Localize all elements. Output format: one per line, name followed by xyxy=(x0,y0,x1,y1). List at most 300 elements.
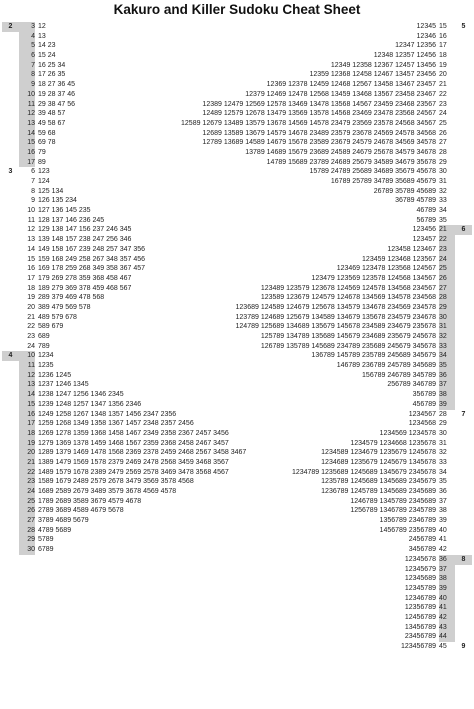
combo-row xyxy=(2,51,472,61)
sum-label: 17 xyxy=(439,42,447,50)
sum-label: 29 xyxy=(19,535,35,545)
combinations-text: 1589 1679 2489 2579 2678 3479 3569 3578 4568 xyxy=(38,478,194,486)
combo-row xyxy=(2,410,472,420)
sum-label: 3 xyxy=(19,22,35,32)
combo-row xyxy=(2,380,472,390)
combo-row xyxy=(2,245,472,255)
combinations-text: 124 xyxy=(38,178,50,185)
combo-row xyxy=(2,371,472,381)
sum-label: 11 xyxy=(19,361,35,371)
sum-label: 11 xyxy=(19,100,35,110)
sum-label: 17 xyxy=(19,158,35,168)
combo-row xyxy=(2,516,472,526)
sum-label: 16 xyxy=(439,32,447,40)
combinations-text: 125789 134789 135689 145679 234689 235679 245678 xyxy=(260,333,436,340)
cage-size-label: 7 xyxy=(461,410,466,418)
sum-label: 40 xyxy=(439,526,447,534)
combinations-text: 1289 1379 1469 1478 1568 2369 2378 2459 2468 2567 3458 3467 xyxy=(38,449,247,457)
combinations-text: 159 168 249 258 267 348 357 456 xyxy=(38,255,146,263)
combo-row xyxy=(2,216,472,226)
combinations-text: 5789 xyxy=(38,536,54,544)
combo-row xyxy=(2,429,472,439)
combo-row xyxy=(2,390,472,400)
sum-label: 42 xyxy=(439,546,447,554)
combo-row xyxy=(2,313,472,323)
combinations-text: 89 xyxy=(38,158,46,166)
cage-size-label: 3 xyxy=(8,168,13,176)
sum-label: 23 xyxy=(439,245,455,255)
sum-label: 7 xyxy=(19,61,35,71)
sum-label: 13 xyxy=(19,380,35,390)
combinations-text: 69 78 xyxy=(38,139,56,147)
sum-label: 22 xyxy=(439,235,455,245)
combinations-text: 1236 1245 xyxy=(38,371,72,379)
combo-row xyxy=(2,158,472,168)
combinations-text: 1389 1479 1569 1578 2379 2469 2478 2568 3459 3468 3567 xyxy=(38,458,229,466)
combinations-text: 12348 12357 12456 xyxy=(373,52,436,60)
combinations-text: 79 xyxy=(38,148,46,156)
combinations-text: 123479 123569 123578 124568 134567 xyxy=(311,274,436,282)
sum-label: 33 xyxy=(439,458,447,466)
combinations-text: 123459 123468 123567 xyxy=(362,255,436,263)
combo-row xyxy=(2,613,472,623)
combinations-text: 149 158 167 239 248 257 347 356 xyxy=(38,245,146,253)
combo-row xyxy=(2,255,472,265)
combinations-text: 456789 xyxy=(412,400,436,408)
combo-row xyxy=(2,526,472,536)
combo-row xyxy=(2,468,472,478)
combinations-text: 12369 12378 12459 12468 12567 13458 13467 23457 xyxy=(266,81,436,89)
page-title: Kakuro and Killer Sudoku Cheat Sheet xyxy=(113,2,361,17)
sum-label: 22 xyxy=(27,323,35,331)
sum-label: 27 xyxy=(439,139,447,147)
sum-label: 14 xyxy=(27,245,35,253)
combinations-text: 12689 13589 13679 14579 14678 23489 23579 23678 24569 24578 34568 xyxy=(202,129,436,137)
combo-row xyxy=(2,642,472,652)
sum-label: 25 xyxy=(439,119,447,127)
combo-row xyxy=(2,235,472,245)
combinations-text: 1234569 1234578 xyxy=(379,429,436,437)
sum-label: 37 xyxy=(439,497,447,505)
sum-label: 14 xyxy=(19,129,35,139)
combinations-text: 125 134 xyxy=(38,187,64,195)
combo-row xyxy=(2,206,472,216)
combo-row xyxy=(2,603,472,613)
combinations-text: 17 26 35 xyxy=(38,71,66,79)
combinations-text: 39 48 57 xyxy=(38,110,66,118)
combo-row xyxy=(2,80,472,90)
combinations-text: 146789 236789 245789 345689 xyxy=(336,362,436,370)
sum-label: 11 xyxy=(27,216,35,224)
combinations-text: 12389 12479 12569 12578 13469 13478 13568 14567 23459 23468 23567 xyxy=(202,100,436,108)
sum-label: 23 xyxy=(439,100,447,108)
combinations-text: 3789 4689 5679 xyxy=(38,517,89,525)
sum-label: 8 xyxy=(31,187,35,195)
sum-label: 15 xyxy=(439,23,447,30)
sum-label: 33 xyxy=(439,342,455,352)
sum-label: 18 xyxy=(439,52,447,60)
sum-label: 6 xyxy=(31,168,35,176)
combinations-text: 56789 xyxy=(416,216,436,224)
combo-row xyxy=(2,594,472,604)
combinations-text: 489 579 678 xyxy=(38,313,77,321)
combo-row xyxy=(2,361,472,371)
sum-label: 32 xyxy=(439,449,447,457)
sum-label: 34 xyxy=(439,351,455,361)
combinations-text: 12346789 xyxy=(404,594,436,602)
combinations-text: 1279 1369 1378 1459 1468 1567 2359 2368 2458 2467 3457 xyxy=(38,439,229,447)
sum-label: 40 xyxy=(439,594,455,604)
sum-label: 35 xyxy=(439,361,455,371)
combinations-text: 12789 13689 14589 14679 15678 23589 23679 24579 24678 34569 34578 xyxy=(202,139,436,147)
combinations-text: 46789 xyxy=(416,207,436,215)
sum-label: 34 xyxy=(439,468,447,476)
sum-label: 9 xyxy=(31,197,35,205)
combo-row xyxy=(2,100,472,110)
combo-row xyxy=(2,439,472,449)
combo-row xyxy=(2,303,472,313)
sum-label: 7 xyxy=(31,178,35,185)
sum-label: 12 xyxy=(19,371,35,381)
sum-label: 16 xyxy=(19,410,35,420)
sum-label: 21 xyxy=(439,225,455,235)
combinations-text: 12345678 xyxy=(404,555,436,563)
combinations-text: 1234589 1234679 1235679 1245678 xyxy=(321,449,436,457)
combo-row xyxy=(2,584,472,594)
sum-label: 28 xyxy=(19,526,35,536)
sum-label: 29 xyxy=(439,158,447,166)
sum-label: 22 xyxy=(439,90,447,98)
combo-row xyxy=(2,487,472,497)
combinations-text: 1234 xyxy=(38,352,54,360)
cage-size-label: 4 xyxy=(2,351,19,361)
sum-label: 19 xyxy=(439,61,447,69)
right-column xyxy=(2,22,472,652)
combinations-text: 49 58 67 xyxy=(38,119,66,127)
sum-label: 38 xyxy=(439,507,447,515)
sum-label: 38 xyxy=(439,574,455,584)
combinations-text: 1456789 2356789 xyxy=(379,526,436,534)
sum-label: 20 xyxy=(27,303,35,311)
combinations-text: 12345789 xyxy=(404,584,436,592)
combinations-text: 1235 xyxy=(38,362,54,370)
combinations-text: 136789 145789 235789 245689 345679 xyxy=(311,352,436,360)
combo-row xyxy=(2,70,472,80)
combinations-text: 1249 1258 1267 1348 1357 1456 2347 2356 xyxy=(38,410,177,418)
combo-row xyxy=(2,119,472,129)
combo-row xyxy=(2,400,472,410)
sum-label: 15 xyxy=(19,138,35,148)
combinations-text: 1234789 1235689 1245689 1345679 2345678 xyxy=(291,468,436,476)
combinations-text: 123789 124689 125679 134589 134679 135678 234579 234678 xyxy=(235,313,436,321)
combinations-text: 12 xyxy=(38,23,46,30)
sum-label: 16 xyxy=(27,265,35,273)
combo-row xyxy=(2,167,472,177)
combinations-text: 12589 12679 13489 13579 13678 14569 14578 23479 23569 23578 24568 34567 xyxy=(181,119,436,127)
sum-label: 39 xyxy=(439,517,447,525)
combinations-text: 13 xyxy=(38,32,46,40)
combo-row xyxy=(2,419,472,429)
sum-label: 30 xyxy=(439,429,447,437)
combinations-text: 389 479 569 578 xyxy=(38,303,91,311)
combinations-text: 126789 135789 145689 234789 235689 245679 345678 xyxy=(260,342,436,350)
combinations-text: 12345689 xyxy=(404,575,436,583)
sum-label: 10 xyxy=(19,90,35,100)
combinations-text: 16 25 34 xyxy=(38,61,66,69)
sum-label: 5 xyxy=(19,41,35,51)
combo-row xyxy=(2,535,472,545)
combinations-text: 123489 123579 123678 124569 124578 134568 234567 xyxy=(260,284,436,292)
cage-size-label: 6 xyxy=(455,225,472,235)
combinations-text: 179 269 278 359 368 458 467 xyxy=(38,274,132,282)
sum-label: 24 xyxy=(439,110,447,118)
combinations-text: 26789 35789 45689 xyxy=(373,187,436,195)
sum-label: 27 xyxy=(19,516,35,526)
combinations-text: 1234689 1235679 1245679 1345678 xyxy=(321,458,436,466)
combo-row xyxy=(2,545,472,555)
combo-row xyxy=(2,477,472,487)
combo-row xyxy=(2,293,472,303)
sum-label: 28 xyxy=(439,148,447,156)
sum-label: 12 xyxy=(27,226,35,234)
combo-row xyxy=(2,22,472,32)
combo-row xyxy=(2,225,472,235)
combinations-text: 789 xyxy=(38,342,50,350)
sum-label: 15 xyxy=(19,400,35,410)
sum-label: 26 xyxy=(19,506,35,516)
sum-label: 10 xyxy=(19,351,35,361)
combo-row xyxy=(2,187,472,197)
combo-row xyxy=(2,90,472,100)
combinations-text: 289 379 469 478 568 xyxy=(38,294,105,302)
combo-row xyxy=(2,32,472,42)
combinations-text: 127 136 145 235 xyxy=(38,207,91,215)
sum-label: 37 xyxy=(439,380,455,390)
combinations-text: 123456 xyxy=(412,226,436,234)
sum-label: 21 xyxy=(19,458,35,468)
sum-label: 22 xyxy=(19,468,35,478)
sum-label: 29 xyxy=(439,303,455,313)
sum-label: 17 xyxy=(27,274,35,282)
combinations-text: 1259 1268 1349 1358 1367 1457 2348 2357 2456 xyxy=(38,420,194,428)
combo-row xyxy=(2,129,472,139)
combinations-text: 1234567 xyxy=(408,410,436,418)
combinations-text: 156789 246789 345789 xyxy=(362,371,436,379)
sum-label: 13 xyxy=(19,119,35,129)
combinations-text: 3456789 xyxy=(408,546,436,554)
combinations-text: 1789 2689 3589 3679 4579 4678 xyxy=(38,497,142,505)
combinations-text: 128 137 146 236 245 xyxy=(38,216,105,224)
sum-label: 13 xyxy=(27,236,35,244)
combinations-text: 1689 2589 2679 3489 3579 3678 4569 4578 xyxy=(38,488,177,495)
combinations-text: 1234568 xyxy=(408,420,436,428)
combinations-text: 18 27 36 45 xyxy=(38,81,75,89)
sum-label: 4 xyxy=(19,32,35,42)
sum-label: 15 xyxy=(27,255,35,263)
combo-row xyxy=(2,632,472,642)
combinations-text: 23456789 xyxy=(404,633,436,641)
sum-label: 31 xyxy=(439,178,447,185)
sum-label: 6 xyxy=(19,51,35,61)
sum-label: 12 xyxy=(19,109,35,119)
combo-row xyxy=(2,458,472,468)
sum-label: 28 xyxy=(439,293,455,303)
combinations-text: 124789 125689 134689 135679 145678 234589 234679 235678 xyxy=(235,323,436,331)
combinations-text: 139 148 157 238 247 256 346 xyxy=(38,236,132,244)
combinations-text: 4789 5689 xyxy=(38,526,72,534)
sum-label: 19 xyxy=(27,294,35,302)
combo-row xyxy=(2,565,472,575)
combinations-text: 169 178 259 268 349 358 367 457 xyxy=(38,265,146,273)
sum-label: 36 xyxy=(439,488,447,495)
sum-label: 17 xyxy=(19,419,35,429)
combo-row xyxy=(2,448,472,458)
combinations-text: 12489 12579 12678 13479 13569 13578 14568 23469 23478 23568 24567 xyxy=(202,110,436,118)
sum-label: 39 xyxy=(439,584,455,594)
combinations-text: 123589 123679 124579 124678 134569 134578 234568 xyxy=(260,294,436,302)
sum-label: 33 xyxy=(439,197,447,205)
combo-row xyxy=(2,332,472,342)
sum-label: 31 xyxy=(439,439,447,447)
combinations-text: 12359 12368 12458 12467 13457 23456 xyxy=(309,71,436,79)
combinations-text: 1269 1278 1359 1368 1458 1467 2349 2358 2367 2457 3456 xyxy=(38,429,229,437)
combinations-text: 1256789 1346789 2345789 xyxy=(350,507,436,515)
sum-label: 35 xyxy=(439,216,447,224)
combinations-text: 1239 1248 1257 1347 1356 2346 xyxy=(38,400,142,408)
sum-label: 27 xyxy=(439,284,455,294)
combinations-text: 123689 124589 124679 125678 134579 134678 234569 234578 xyxy=(235,303,436,311)
combinations-text: 126 135 234 xyxy=(38,197,77,205)
sum-label: 34 xyxy=(439,207,447,215)
sum-label: 18 xyxy=(19,429,35,439)
combo-row xyxy=(2,264,472,274)
sum-label: 23 xyxy=(19,477,35,487)
combinations-text: 189 279 369 378 459 468 567 xyxy=(38,284,132,292)
combo-row xyxy=(2,109,472,119)
cage-size-label: 2 xyxy=(2,22,19,32)
sum-label: 38 xyxy=(439,390,455,400)
sum-label: 41 xyxy=(439,536,447,544)
combinations-text: 15789 24789 25689 34689 35679 45678 xyxy=(309,168,436,176)
combinations-text: 123 xyxy=(38,168,50,176)
sum-label: 44 xyxy=(439,632,455,642)
sum-label: 30 xyxy=(19,545,35,555)
sum-label: 41 xyxy=(439,603,455,613)
combinations-text: 12345679 xyxy=(404,565,436,573)
combinations-text: 12379 12469 12478 12568 13459 13468 13567 23458 23467 xyxy=(245,90,436,98)
combinations-text: 129 138 147 156 237 246 345 xyxy=(38,226,132,234)
combinations-text: 1246789 1345789 2345689 xyxy=(350,497,436,505)
combinations-text: 14 23 xyxy=(38,42,56,50)
combinations-text: 1235789 1245689 1345689 2345679 xyxy=(321,478,436,486)
sum-label: 43 xyxy=(439,623,455,633)
combinations-text: 36789 45789 xyxy=(395,197,436,205)
combinations-text: 12345 xyxy=(416,23,436,30)
sum-label: 10 xyxy=(27,207,35,215)
sum-label: 42 xyxy=(439,613,455,623)
combinations-text: 12349 12358 12367 12457 13456 xyxy=(330,61,436,69)
combinations-text: 12456789 xyxy=(404,613,436,621)
sum-label: 26 xyxy=(439,274,455,284)
sum-label: 37 xyxy=(439,565,455,575)
sum-label: 8 xyxy=(19,70,35,80)
sum-label: 21 xyxy=(27,313,35,321)
combinations-text: 123457 xyxy=(412,236,436,244)
sum-label: 29 xyxy=(439,420,447,428)
sum-label: 25 xyxy=(19,497,35,507)
sum-label: 30 xyxy=(439,168,447,176)
sum-label: 31 xyxy=(439,322,455,332)
combinations-text: 12347 12356 xyxy=(395,42,436,50)
combinations-text: 123456789 xyxy=(400,643,436,650)
combinations-text: 13789 14689 15679 23689 24589 24679 25678 34579 34678 xyxy=(245,148,436,156)
combinations-text: 256789 346789 xyxy=(387,381,436,389)
sum-label: 23 xyxy=(27,333,35,340)
sum-label: 28 xyxy=(439,410,447,418)
combo-row xyxy=(2,274,472,284)
combinations-text: 15 24 xyxy=(38,52,56,60)
combinations-text: 1236789 1245789 1345689 2345689 xyxy=(321,488,436,495)
combinations-text: 123458 123467 xyxy=(387,245,436,253)
combo-row xyxy=(2,506,472,516)
sum-label: 25 xyxy=(439,264,455,274)
sum-label: 24 xyxy=(19,487,35,497)
combo-row xyxy=(2,351,472,361)
combinations-text: 2789 3689 4589 4679 5678 xyxy=(38,507,124,515)
combo-row xyxy=(2,342,472,352)
sum-label: 24 xyxy=(439,255,455,265)
sum-label: 14 xyxy=(19,390,35,400)
combinations-text: 356789 xyxy=(412,391,436,399)
combinations-text: 12346 xyxy=(416,32,436,40)
combo-row xyxy=(2,284,472,294)
combo-row xyxy=(2,148,472,158)
sum-label: 36 xyxy=(439,555,455,565)
combinations-text: 1237 1246 1345 xyxy=(38,381,89,389)
combinations-text: 1238 1247 1256 1346 2345 xyxy=(38,391,124,399)
combinations-text: 13456789 xyxy=(404,623,436,631)
combo-row xyxy=(2,322,472,332)
combo-row xyxy=(2,196,472,206)
sum-label: 32 xyxy=(439,187,447,195)
sum-label: 24 xyxy=(27,342,35,350)
sum-label: 26 xyxy=(439,129,447,137)
sum-label: 21 xyxy=(439,81,447,89)
sum-label: 32 xyxy=(439,332,455,342)
combinations-text: 123469 123478 123568 124567 xyxy=(336,265,436,273)
combo-row xyxy=(2,574,472,584)
combinations-text: 16789 25789 34789 35689 45679 xyxy=(330,178,436,185)
combinations-text: 29 38 47 56 xyxy=(38,100,75,108)
combinations-text: 14789 15689 23789 24689 25679 34589 34679 35678 xyxy=(266,158,436,166)
combo-row xyxy=(2,623,472,633)
combo-row xyxy=(2,177,472,187)
sum-label: 16 xyxy=(19,148,35,158)
combo-row xyxy=(2,497,472,507)
combinations-text: 1356789 2346789 xyxy=(379,517,436,525)
sum-label: 18 xyxy=(27,284,35,292)
sum-label: 20 xyxy=(439,71,447,79)
combinations-text: 689 xyxy=(38,333,50,340)
combinations-text: 589 679 xyxy=(38,323,64,331)
combinations-text: 1234579 1234668 1235678 xyxy=(350,439,436,447)
combinations-text: 59 68 xyxy=(38,129,56,137)
combinations-text: 12356789 xyxy=(404,604,436,612)
combo-row xyxy=(2,41,472,51)
combinations-text: 1489 1579 1678 2389 2479 2569 2578 3469 3478 3568 4567 xyxy=(38,468,229,476)
combo-row xyxy=(2,138,472,148)
combinations-text: 2456789 xyxy=(408,536,436,544)
